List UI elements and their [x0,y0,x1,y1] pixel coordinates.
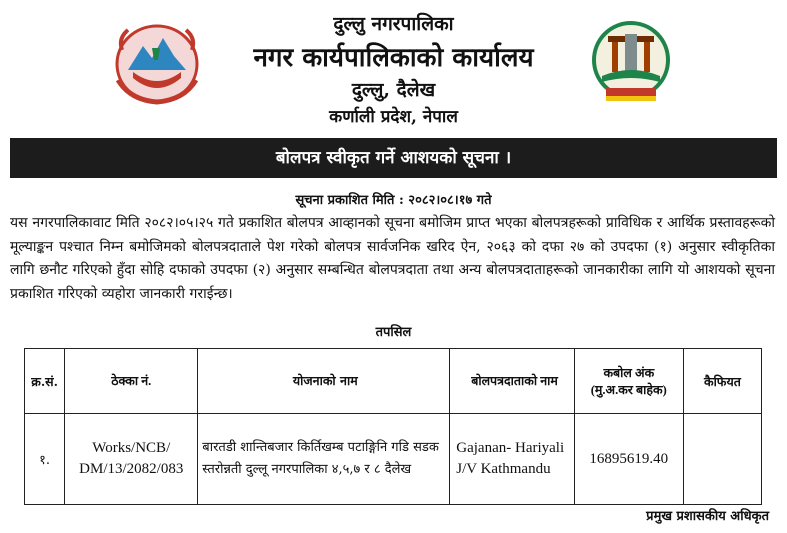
cell-project: बारतडी शान्तिबजार किर्तिखम्ब पटाङ्गिनि गडि सडक स्तरोन्नती दुल्लू नगरपालिका ४,५,७ र ८ दैलेख [198,414,450,505]
cell-remarks [683,414,761,505]
office-name: नगर कार्यपालिकाको कार्यालय [253,43,534,73]
dullu-municipality-logo-icon [592,16,670,108]
table-header-row [25,349,762,414]
cell-contract-no: Works/NCB/ DM/13/2082/083 [65,414,198,505]
cell-sn: १. [25,414,65,505]
office-location: दुल्लु, दैलेख [351,79,436,101]
municipality-name: दुल्लु नगरपालिका [333,13,454,35]
cell-bidder: Gajanan- Hariyali J/V Kathmandu [450,414,575,505]
province-name: कर्णाली प्रदेश, नेपाल [329,107,458,127]
published-date: सूचना प्रकाशित मिति : २०८२।०८।१७ गते [295,193,492,208]
header-project: योजनाको नाम [198,349,450,414]
header-contract-no: ठेक्का नं. [65,349,198,414]
header-amount [574,349,683,414]
notice-body: यस नगरपालिकावाट मिति २०८२।०५।२५ गते प्रकाशित बोलपत्र आव्हानको सूचना बमोजिम प्राप्त भएका बोलपत्रहरूको प्राविधिक र आर्थिक प्रस्तावहरूको मूल्याङ्कन पश्चात निम्न बमोजिमको बोलपत्रदाताले पेश गरेको बोलपत्र सार्वजनिक खरिद ऐन, २०६३ को दफा २७ को उपदफा (१) अनुसार स्वीकृतिका लागि छनौट गरिएको हुँदा सोहि दफाको उपदफा (२) अनुसार सम्बन्धित बोलपत्रदाता तथा अन्य बोलपत्रदाताहरूको जानकारीका लागि यो आशयको सूचना प्रकाशित गरिएको व्यहोरा जानकारी गराईन्छ। [10,215,775,302]
letterhead [0,0,787,140]
cell-amount: 16895619.40 [574,414,683,505]
section-title: तपसिल [375,325,412,340]
header-amount-line2: (मु.अ.कर बाहेक) [590,383,667,397]
header-remarks: कैफियत [683,349,761,414]
table-row [25,414,762,505]
signature-title: प्रमुख प्रशासकीय अधिकृत [646,509,769,524]
header-amount-line1: कबोल अंक [603,366,655,380]
bid-table [24,348,762,505]
header-bidder: बोलपत्रदाताको नाम [450,349,575,414]
notice-title-banner: बोलपत्र स्वीकृत गर्ने आशयको सूचना । [10,138,777,178]
header-sn: क्र.सं. [25,349,65,414]
